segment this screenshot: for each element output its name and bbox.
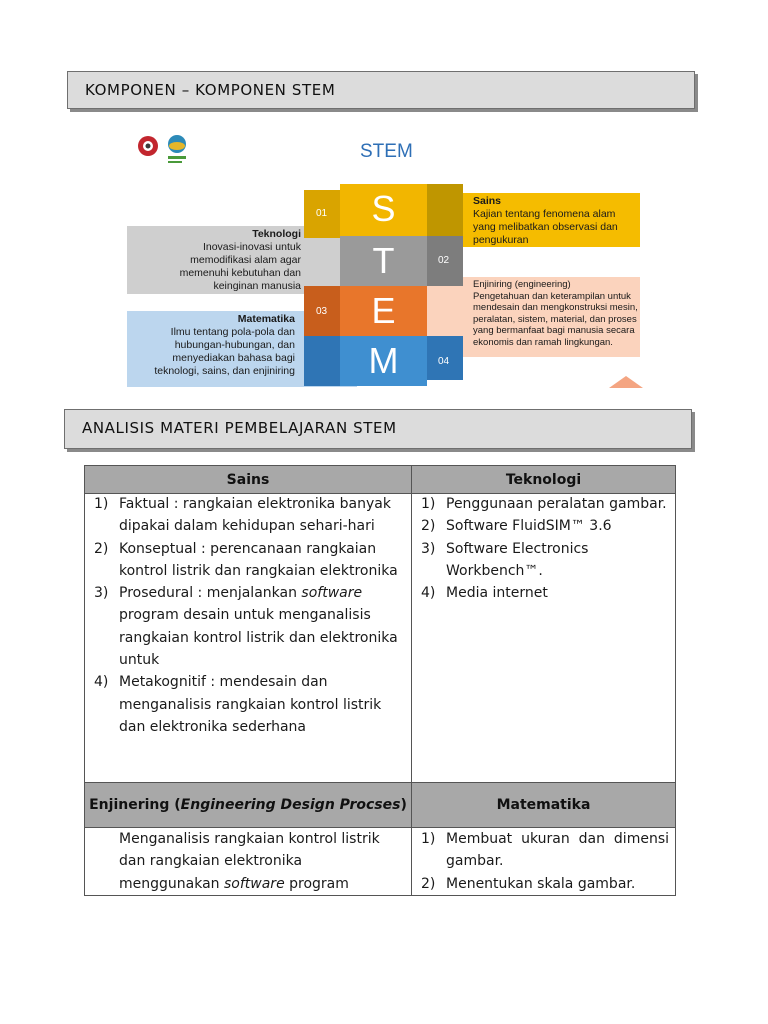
triangle-decoration-icon (609, 376, 643, 388)
header-matematika: Matematika (412, 783, 676, 828)
number-03: 03 (316, 306, 328, 317)
list-item: 1) Faktual : rangkaian elektronika banyak dipakai dalam kehidupan sehari-hari (94, 496, 391, 535)
number-01: 01 (316, 208, 328, 219)
list-item: 2) Software FluidSIM™ 3.6 (421, 518, 612, 535)
list-item: 1) Penggunaan peralatan gambar. (421, 496, 667, 512)
list-item: 3) Prosedural : menjalankan software program desain untuk menganalisis rangkaian kontrol listrik dan elektronika untuk (94, 585, 398, 669)
teknologi-title: Teknologi (252, 228, 301, 240)
analysis-table (84, 465, 676, 896)
block-s-right-face (427, 184, 463, 236)
list-item: 3) Software Electronics Workbench™. (421, 540, 589, 579)
stem-infographic (127, 138, 642, 388)
list-item: 2) Menentukan skala gambar. (421, 875, 636, 892)
number-02: 02 (438, 255, 450, 266)
sains-title: Sains (473, 195, 502, 207)
gear-logo-icon (138, 136, 158, 156)
matematika-title: Matematika (237, 313, 295, 325)
section-title: KOMPONEN – KOMPONEN STEM (85, 81, 336, 99)
section-title: ANALISIS MATERI PEMBELAJARAN STEM (82, 419, 397, 437)
cell-matematika (412, 828, 676, 896)
block-s: S (340, 184, 427, 236)
cell-sains (85, 494, 412, 783)
header-teknologi: Teknologi (412, 466, 676, 494)
block-e: E (340, 286, 427, 336)
list-item: 2) Konseptual : perencanaan rangkaian kontrol listrik dan rangkaian elektronika (94, 540, 398, 579)
number-04: 04 (438, 356, 450, 367)
sains-text: Kajian tentang fenomena alam yang melibatkan observasi dan pengukuran (473, 208, 618, 246)
list-item: 4) Media internet (421, 585, 548, 602)
header-sains: Sains (85, 466, 412, 494)
infographic-title: STEM (360, 141, 413, 162)
section-header-komponen (67, 71, 695, 109)
matematika-text: Ilmu tentang pola-pola dan hubungan-hubungan, dan menyediakan bahasa bagi teknologi, sains, dan enjiniring (154, 326, 295, 377)
block-m-left-face (304, 336, 340, 386)
teknologi-text: Inovasi-inovasi untuk memodifikasi alam agar memenuhi kebutuhan dan keinginan manusia (179, 241, 301, 292)
list-item: 4) Metakognitif : mendesain dan menganalisis rangkaian kontrol listrik dan elektronika sederhana (94, 674, 382, 735)
institution-logos (135, 134, 195, 170)
list-item: 1) Membuat ukuran dan dimensi gambar. (421, 831, 669, 870)
engineering-title: Enjiniring (engineering) (473, 279, 571, 290)
header-enjinering: Enjinering (Engineering Design Procses) (85, 783, 412, 828)
section-header-analisis (64, 409, 692, 449)
emblem-logo-icon (168, 135, 186, 163)
block-t: T (340, 236, 427, 286)
cell-enjinering: Menganalisis rangkaian kontrol listrik dan rangkaian elektronika menggunakan software program (85, 828, 412, 896)
cell-teknologi (412, 494, 676, 783)
engineering-text: Pengetahuan dan keterampilan untuk mendesain dan mengkonstruksi mesin, peralatan, sistem, material, dan proses yang bermanfaat bagi manusia secara ekonomis dan ramah lingkungan. (473, 290, 638, 348)
block-m: M (340, 336, 427, 386)
